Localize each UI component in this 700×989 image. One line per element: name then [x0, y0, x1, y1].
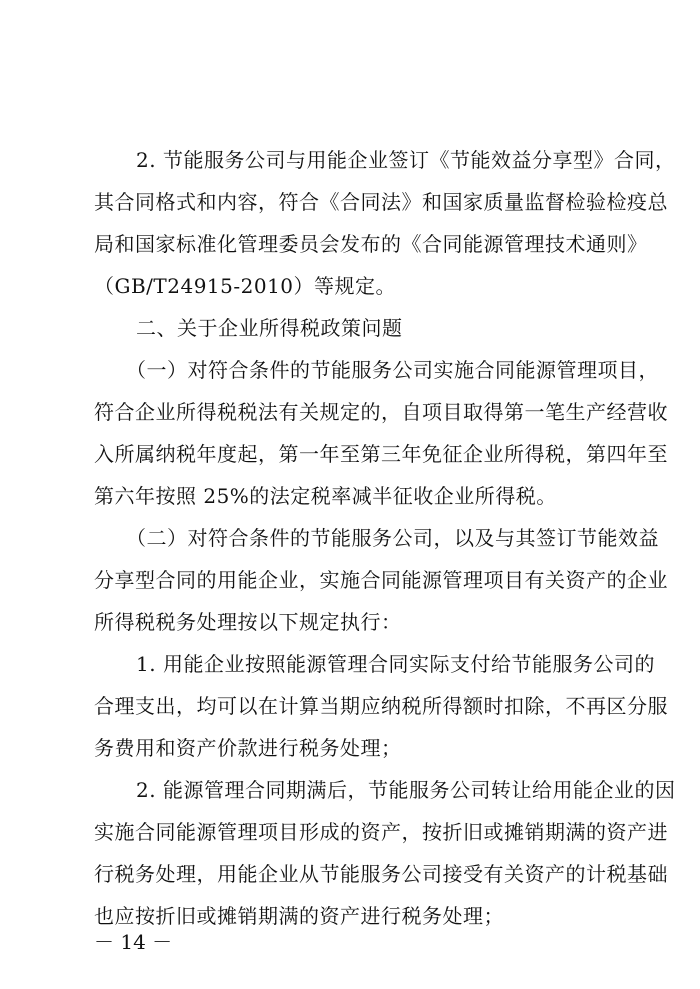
body-line: 符合企业所得税税法有关规定的，自项目取得第一笔生产经营收 — [94, 400, 668, 424]
body-line: 2. 能源管理合同期满后，节能服务公司转让给用能企业的因 — [136, 778, 676, 802]
body-line: 分享型合同的用能企业，实施合同能源管理项目有关资产的企业 — [94, 568, 668, 592]
body-line: 实施合同能源管理项目形成的资产，按折旧或摊销期满的资产进 — [94, 820, 668, 844]
body-line: （二）对符合条件的节能服务公司，以及与其签订节能效益 — [126, 526, 659, 550]
body-line: 2. 节能服务公司与用能企业签订《节能效益分享型》合同， — [136, 148, 676, 172]
body-line: 所得税税务处理按以下规定执行： — [94, 610, 402, 634]
body-line: 入所属纳税年度起，第一年至第三年免征企业所得税，第四年至 — [94, 442, 668, 466]
section-heading: 二、关于企业所得税政策问题 — [136, 316, 403, 340]
body-line: 也应按折旧或摊销期满的资产进行税务处理； — [94, 904, 504, 928]
body-line: 务费用和资产价款进行税务处理； — [94, 736, 402, 760]
body-line: 局和国家标准化管理委员会发布的《合同能源管理技术通则》 — [94, 232, 648, 256]
body-line: （GB/T24915-2010）等规定。 — [94, 274, 397, 298]
body-line: 第六年按照 25%的法定税率减半征收企业所得税。 — [94, 484, 557, 508]
body-line: 其合同格式和内容，符合《合同法》和国家质量监督检验检疫总 — [94, 190, 668, 214]
body-line: 行税务处理，用能企业从节能服务公司接受有关资产的计税基础 — [94, 862, 668, 886]
body-line: 1. 用能企业按照能源管理合同实际支付给节能服务公司的 — [136, 652, 655, 676]
body-line: （一）对符合条件的节能服务公司实施合同能源管理项目， — [126, 358, 659, 382]
body-line: 合理支出，均可以在计算当期应纳税所得额时扣除，不再区分服 — [94, 694, 668, 718]
page-number: － 14 － — [94, 930, 173, 954]
